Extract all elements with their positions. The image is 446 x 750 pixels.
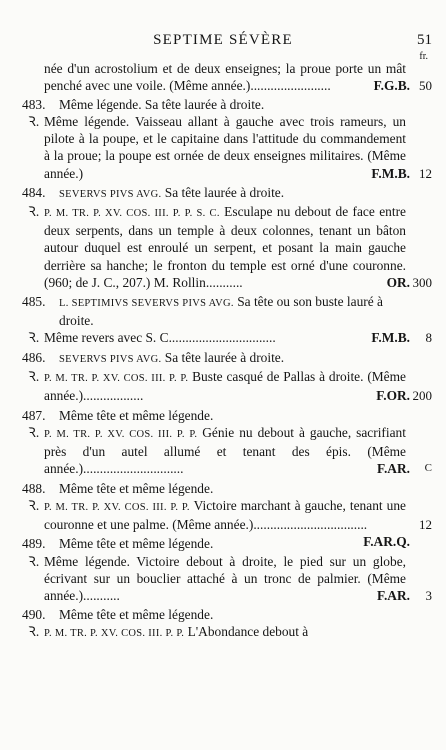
reverse-symbol: Ꝛ. [28,497,40,513]
collection-location: F.AR. [377,587,410,603]
reverse-description [0,424,446,477]
reverse-description [0,60,446,94]
leader-dots: .................. [83,388,144,404]
catalog-entry-486 [0,349,446,404]
entry-number: 485. [22,294,46,310]
obverse-description [0,293,446,329]
reverse-symbol: Ꝛ. [28,624,40,640]
obverse-text: Sa tête laurée à droite. [164,185,285,201]
price: 200 [412,388,432,404]
reverse-text: Génie nu debout à gauche, sacrifiant près d'un autel allumé et tenant des épis. (Même année.) [44,424,406,477]
obverse-text: Sa tête laurée à droite. [164,350,285,365]
price: 12 [419,165,432,181]
collection-location: F.AR.Q. [363,533,410,549]
catalog-entry-485 [0,293,446,346]
leader-dots: .............................. [83,461,184,477]
price: 12 [419,516,432,532]
price: 300 [412,274,432,290]
reverse-text: L'Abondance debout à [187,624,309,640]
reverse-legend: P. M. TR. P. XV. COS. III. P. P. [44,373,189,385]
reverse-text: Victoire marchant à gauche, tenant une couronne et une palme. (Même année.) [44,497,406,532]
reverse-description [0,553,446,604]
entry-number: 484. [22,185,46,201]
running-title: SEPTIME SÉVÈRE [153,32,293,48]
obverse-description: Même tête et même légende. [59,407,214,423]
collection-location: OR. [386,274,410,290]
catalog-entry-484 [0,184,446,291]
reverse-text: Buste casqué de Pallas à droite. (Même année.) [44,369,406,404]
reverse-text: Même légende. Victoire debout à droite, le pied sur un globe, écrivant sur un bouclier attaché à un tronc de palmier. (Même année.) [44,553,406,603]
reverse-symbol: Ꝛ. [28,424,40,440]
reverse-legend: P. M. TR. P. XV. COS. III. P. P. [44,628,185,640]
entry-number: 490. [22,607,46,623]
obverse-text: Sa tête ou son buste lauré à droite. [59,294,383,329]
reverse-symbol: Ꝛ. [28,369,40,385]
obverse-description: Même légende. Sa tête laurée à droite. [59,97,265,113]
collection-location: F.AR. [377,461,410,477]
reverse-description [0,203,446,290]
catalog-entry-489 [0,535,446,603]
page-header [0,32,446,62]
obverse-legend: SEVERVS PIVS AVG. [59,189,162,201]
obverse-description [0,349,446,368]
reverse-description [0,113,446,181]
collection-location: F.M.B. [371,330,410,346]
price: 8 [425,330,432,346]
entry-number: 489. [22,536,46,552]
price: 50 [419,78,432,94]
obverse-description: Même tête et même légende. [59,607,214,623]
reverse-text: Esculape nu debout de face entre deux serpents, dans un temple à deux colonnes, tenant un bâton autour duquel est enroulé un serpent, et posant la main gauche derrière sa hanche; le fronton du temple est orné d'une couronne. (960; de J. C., 207.) M. Rollin [44,204,406,290]
collection-location: F.G.B. [373,78,410,94]
reverse-description [0,329,446,346]
catalog-entries [0,60,446,645]
obverse-description [0,184,446,203]
reverse-description [0,623,446,642]
leader-dots: ........... [205,274,243,290]
obverse-legend: L. SEPTIMIVS SEVERVS PIVS AVG. [59,298,234,310]
reverse-symbol: Ꝛ. [28,553,40,569]
catalog-entry-483 [0,96,446,181]
collection-location: F.OR. [376,388,410,404]
entry-number: 486. [22,350,46,365]
leader-dots: .................................. [253,516,368,532]
leader-dots: ............................... [171,330,276,346]
reverse-description [0,368,446,404]
price-unit: fr. [419,51,428,62]
page-number: 51 [417,32,432,48]
reverse-text: Même légende. Vaisseau allant à gauche avec trois rameurs, un pilote à la poupe, et le capitaine dans l'attitude du commandement à la proue; la poupe est ornée de deux enseignes militaires. (Même année.) [44,114,406,181]
collection-location: F.M.B. [371,165,410,181]
entry-number: 487. [22,407,46,423]
obverse-description: Même tête et même légende. [59,480,214,496]
entry-number: 488. [22,480,46,496]
reverse-legend: P. M. TR. P. XV. COS. III. P. P. [44,501,190,513]
price: 3 [425,587,432,603]
catalog-entry-482-continuation [0,60,446,94]
reverse-symbol: Ꝛ. [28,204,40,220]
reverse-symbol: Ꝛ. [28,114,40,130]
entry-number: 483. [22,97,46,113]
reverse-text: Même revers avec S. C. [44,330,172,346]
price: C [424,462,432,475]
reverse-legend: P. M. TR. P. XV. COS. III. P. P. S. C. [44,208,220,220]
leader-dots: ........... [83,587,120,603]
catalog-entry-487 [0,407,446,477]
obverse-legend: SEVERVS PIVS AVG. [59,354,162,365]
reverse-legend: P. M. TR. P. XV. COS. III. P. P. [44,428,198,440]
reverse-text: née d'un acrostolium et de deux enseignes; la proue porte un mât penché avec une voile. (Même année.) [44,61,406,94]
obverse-description: Même tête et même légende. [59,536,214,552]
reverse-symbol: Ꝛ. [28,330,40,346]
catalog-entry-490 [0,606,446,642]
leader-dots: ........................ [250,78,331,94]
